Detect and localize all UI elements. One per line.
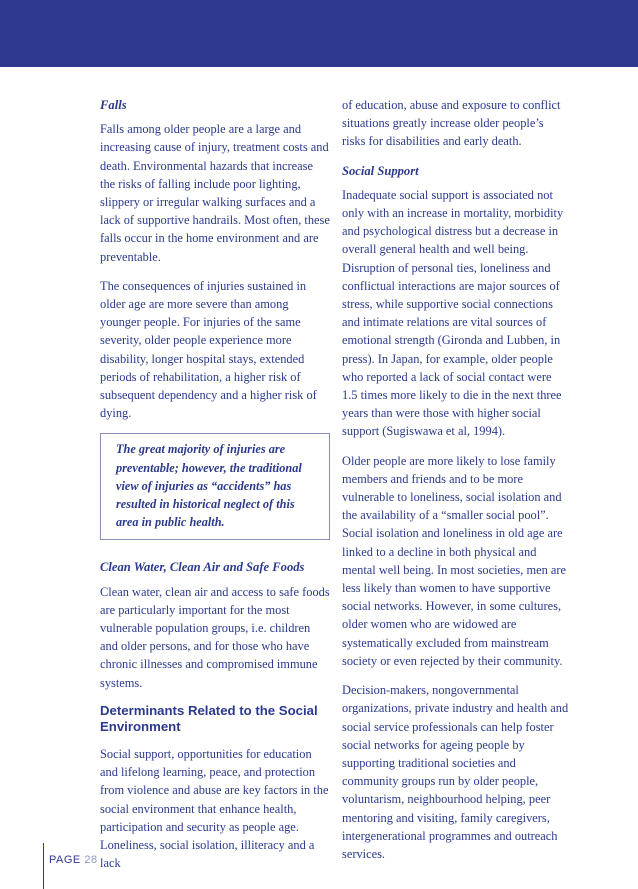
social-environment-heading: Determinants Related to the Social Environment	[100, 702, 318, 735]
continued-paragraph: of education, abuse and exposure to conflict situations greatly increase older people’s risks for disabilities and early death.	[342, 98, 561, 149]
falls-paragraph-1: Falls among older people are a large and increasing cause of injury, treatment costs and death. Environmental hazards that increase the risks of falling include poor lighting, slippery or irregular walking surfaces and a lack of supportive handrails. Most often, these falls occur in the home environment and are preventable.	[100, 122, 330, 264]
left-column	[100, 96, 330, 883]
falls-heading: Falls	[100, 98, 127, 112]
water-heading: Clean Water, Clean Air and Safe Foods	[100, 560, 305, 575]
page-label: PAGE	[49, 854, 81, 866]
water-paragraph: Clean water, clean air and access to safe foods are particularly important for the most vulnerable population groups, i.e. children and older persons, and for those who have chronic illnesses and compromised immune systems.	[100, 584, 330, 690]
footer-rule	[43, 843, 44, 889]
header-banner	[0, 0, 638, 67]
social-support-paragraph-2: Older people are more likely to lose family members and friends and to be more vulnerable to loneliness, social isolation and the availability of a “smaller social pool”. Social isolation and loneliness in old age are linked to a decline in both physical and mental well being. In most societies, men are less likely than women to have supportive social networks. However, in some cultures, older women who are widowed are systematically excluded from mainstream society or even rejected by their community.	[342, 453, 566, 668]
social-support-heading: Social Support	[342, 163, 419, 178]
social-environment-paragraph: Social support, opportunities for education and lifelong learning, peace, and protection from violence and abuse are key factors in the social environment that enhance health, participation and security as people age. Loneliness, social isolation, illiteracy and a lack	[100, 746, 329, 871]
falls-paragraph-2: The consequences of injuries sustained in older age are more severe than among younger people. For injuries of the same severity, older people experience more disability, longer hospital stays, extended periods of rehabilitation, a higher risk of subsequent dependency and a higher risk of dying.	[100, 278, 317, 421]
page-footer	[49, 854, 98, 866]
social-support-paragraph-3: Decision-makers, nongovernmental organizations, private industry and health and social service professionals can help foster social networks for ageing people by supporting traditional societies and community groups run by older people, voluntarism, neighbourhood helping, peer mentoring and visiting, family caregivers, intergenerational programmes and outreach services.	[342, 683, 569, 861]
right-column	[342, 96, 570, 874]
pull-quote: The great majority of injuries are preventable; however, the traditional view of injuries as “accidents” has resulted in historical neglect of this area in public health.	[100, 433, 330, 540]
page-number: 28	[84, 854, 98, 866]
social-support-paragraph-1: Inadequate social support is associated not only with an increase in mortality, morbidity and psychological distress but a decrease in overall general health and well being. Disruption of personal ties, loneliness and conflictual interactions are major sources of stress, while supportive social connections and intimate relations are vital sources of emotional strength (Gironda and Lubben, in press). In Japan, for example, older people who reported a lack of social contact were 1.5 times more likely to die in the next three years than were those with higher social support (Sugiswawa et al, 1994).	[342, 187, 564, 439]
